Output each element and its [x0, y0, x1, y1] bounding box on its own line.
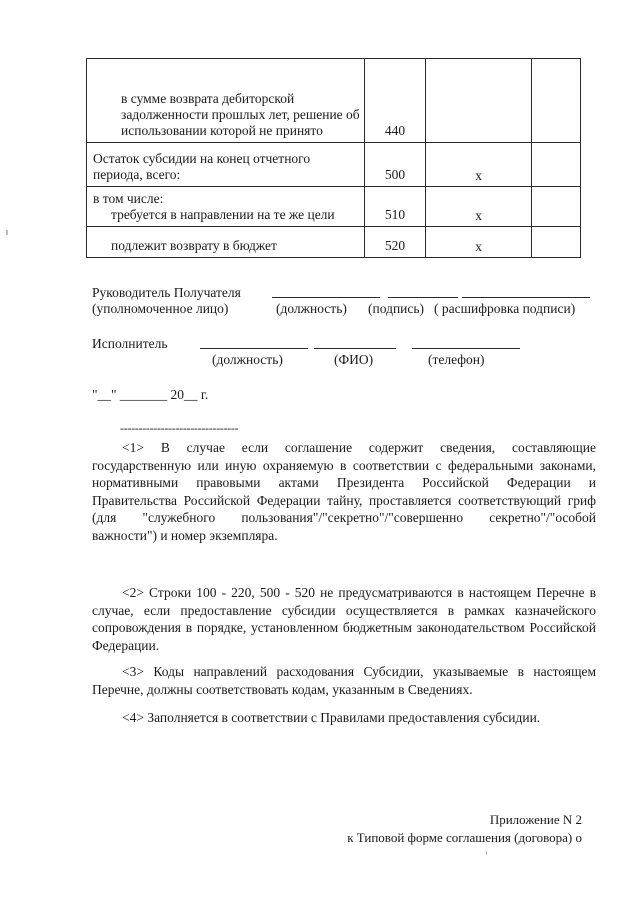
exec-caption-phone: (телефон) [428, 352, 485, 367]
row-mark-cell [425, 187, 531, 227]
scan-dot [6, 230, 8, 235]
exec-name-line[interactable] [314, 348, 396, 349]
row-mark-cell [425, 59, 531, 143]
row-code: 500 [384, 167, 406, 182]
head-label-2: (уполномоченное лицо) [92, 301, 229, 316]
footnote-2: <2> Строки 100 - 220, 500 - 520 не предусматриваются в настоящем Перечне в случае, если предоставление субсидии осуществляется в рамках казначейского сопровождения в порядке, установленном бюджетным законодательством Российской Федерации. [92, 585, 596, 653]
footnote-separator: -------------------------------- [120, 421, 239, 435]
row-mark: x [475, 168, 482, 183]
row-empty-cell [532, 227, 581, 258]
exec-caption-name: (ФИО) [334, 352, 374, 367]
row-code: 520 [384, 238, 406, 253]
date-line: "__" _______ 20__ г. [92, 387, 209, 402]
row-mark: x [475, 208, 482, 223]
row-code: 510 [384, 207, 406, 222]
footnote-1: <1> В случае если соглашение содержит сведения, составляющие государственную или иную охраняемую в соответствии с федеральными законами, нормативными правовыми актами Президента Российской Федерации и Правительства Российской Федерации тайну, проставляется соответствующий гриф (для "служебного пользования"/"секретно"/"совершенно секретно"/"особой важности") и номер экземпляра. [92, 440, 596, 543]
row-mark-cell [425, 143, 531, 187]
row-label-cell [87, 187, 365, 227]
table-row [87, 143, 581, 187]
row-label: требуется в направлении на те же цели [111, 207, 335, 222]
exec-caption-position: (должность) [212, 352, 283, 367]
table-row [87, 59, 581, 143]
row-label: подлежит возврату в бюджет [111, 238, 277, 253]
head-caption-signature: (подпись) [368, 301, 425, 316]
appendix-subtitle: к Типовой форме соглашения (договора) о [347, 830, 582, 845]
subsidy-report-table [86, 58, 581, 258]
row-mark: x [475, 239, 482, 254]
decode-line[interactable] [462, 297, 590, 298]
scan-dot [486, 851, 487, 855]
row-label: в сумме возврата дебиторской задолженности прошлых лет, решение об использовании которой не принято [121, 91, 360, 138]
row-code: 440 [384, 123, 406, 138]
row-empty-cell [532, 143, 581, 187]
table-row [87, 187, 581, 227]
table-row [87, 227, 581, 258]
appendix-title: Приложение N 2 [489, 812, 582, 827]
row-empty-cell [532, 187, 581, 227]
head-label-1: Руководитель Получателя [92, 285, 241, 300]
footnote-3: <3> Коды направлений расходования Субсидии, указываемые в настоящем Перечне, должны соответствовать кодам, указанным в Сведениях. [92, 664, 596, 697]
executor-label: Исполнитель [92, 336, 168, 351]
row-code-cell [365, 59, 426, 143]
row-label-cell [87, 143, 365, 187]
row-empty-cell [532, 59, 581, 143]
row-label-top: в том числе: [93, 191, 164, 206]
signature-line[interactable] [388, 297, 458, 298]
row-mark-cell [425, 227, 531, 258]
row-code-cell [365, 227, 426, 258]
row-label-cell [87, 227, 365, 258]
exec-phone-line[interactable] [412, 348, 520, 349]
position-line[interactable] [272, 297, 380, 298]
head-caption-decode: ( расшифровка подписи) [434, 301, 576, 316]
row-code-cell [365, 143, 426, 187]
row-code-cell [365, 187, 426, 227]
head-caption-position: (должность) [276, 301, 347, 316]
row-label-cell [87, 59, 365, 143]
footnote-4: <4> Заполняется в соответствии с Правилами предоставления субсидии. [122, 710, 541, 725]
row-label: Остаток субсидии на конец отчетного периода, всего: [93, 151, 311, 182]
exec-position-line[interactable] [200, 348, 308, 349]
